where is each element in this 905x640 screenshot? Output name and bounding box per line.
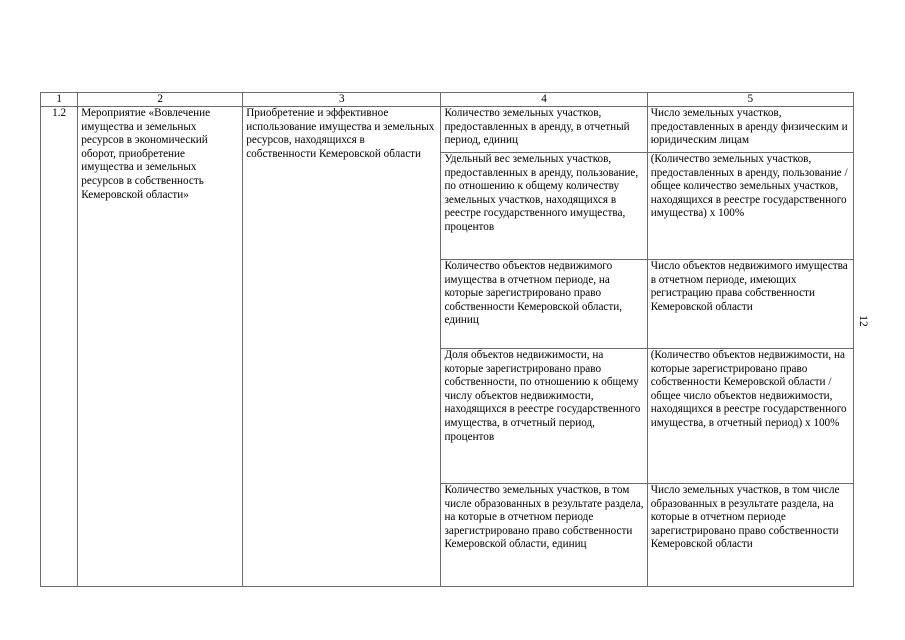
calculation-method-cell: (Количество земельных участков, предоставленных в аренду, пользование / общее количество земельных участков, находящихся в реестре государственного имущества) x 100%: [647, 153, 853, 260]
indicator-name-cell: Количество земельных участков, предоставленных в аренду, в отчетный период, единиц: [441, 107, 647, 153]
activity-cell: Мероприятие «Вовлечение имущества и земельных ресурсов в экономический оборот, приобретение имущества и земельных ресурсов в собственность Кемеровской области»: [78, 107, 243, 587]
table-row: [41, 107, 854, 153]
column-header-1: 1: [41, 93, 78, 107]
calculation-method-cell: Число земельных участков, в том числе образованных в результате раздела, на которые в отчетном периоде зарегистрировано право собственности Кемеровской области: [647, 484, 853, 587]
calculation-method-cell: Число земельных участков, предоставленных в аренду физическим и юридическим лицам: [647, 107, 853, 153]
indicator-table: [40, 92, 854, 587]
column-header-5: 5: [647, 93, 853, 107]
indicator-name-cell: Удельный вес земельных участков, предоставленных в аренду, пользование, по отношению к общему количеству земельных участков, находящихся в реестре государственного имущества, процентов: [441, 153, 647, 260]
goal-cell: Приобретение и эффективное использование имущества и земельных ресурсов, находящихся в собственности Кемеровской области: [243, 107, 441, 587]
column-header-2: 2: [78, 93, 243, 107]
calculation-method-cell: (Количество объектов недвижимости, на которые зарегистрировано право собственности Кемеровской области / общее число объектов недвижимости, находящихся в реестре государственного имущества, в отчетный период) x 100%: [647, 349, 853, 484]
indicator-name-cell: Доля объектов недвижимости, на которые зарегистрировано право собственности, по отношению к общему числу объектов недвижимости, находящихся в реестре государственного имущества, в отчетный период, процентов: [441, 349, 647, 484]
indicator-name-cell: Количество объектов недвижимого имущества в отчетном периоде, на которые зарегистрировано право собственности Кемеровской области, единиц: [441, 260, 647, 349]
calculation-method-cell: Число объектов недвижимого имущества в отчетном периоде, имеющих регистрацию права собственности Кемеровской области: [647, 260, 853, 349]
indicator-name-cell: Количество земельных участков, в том числе образованных в результате раздела, на которые в отчетном периоде зарегистрировано право собственности Кемеровской области, единиц: [441, 484, 647, 587]
page-number: 12: [857, 315, 869, 327]
row-number: 1.2: [41, 107, 78, 587]
table-header-row: [41, 93, 854, 107]
column-header-4: 4: [441, 93, 647, 107]
column-header-3: 3: [243, 93, 441, 107]
